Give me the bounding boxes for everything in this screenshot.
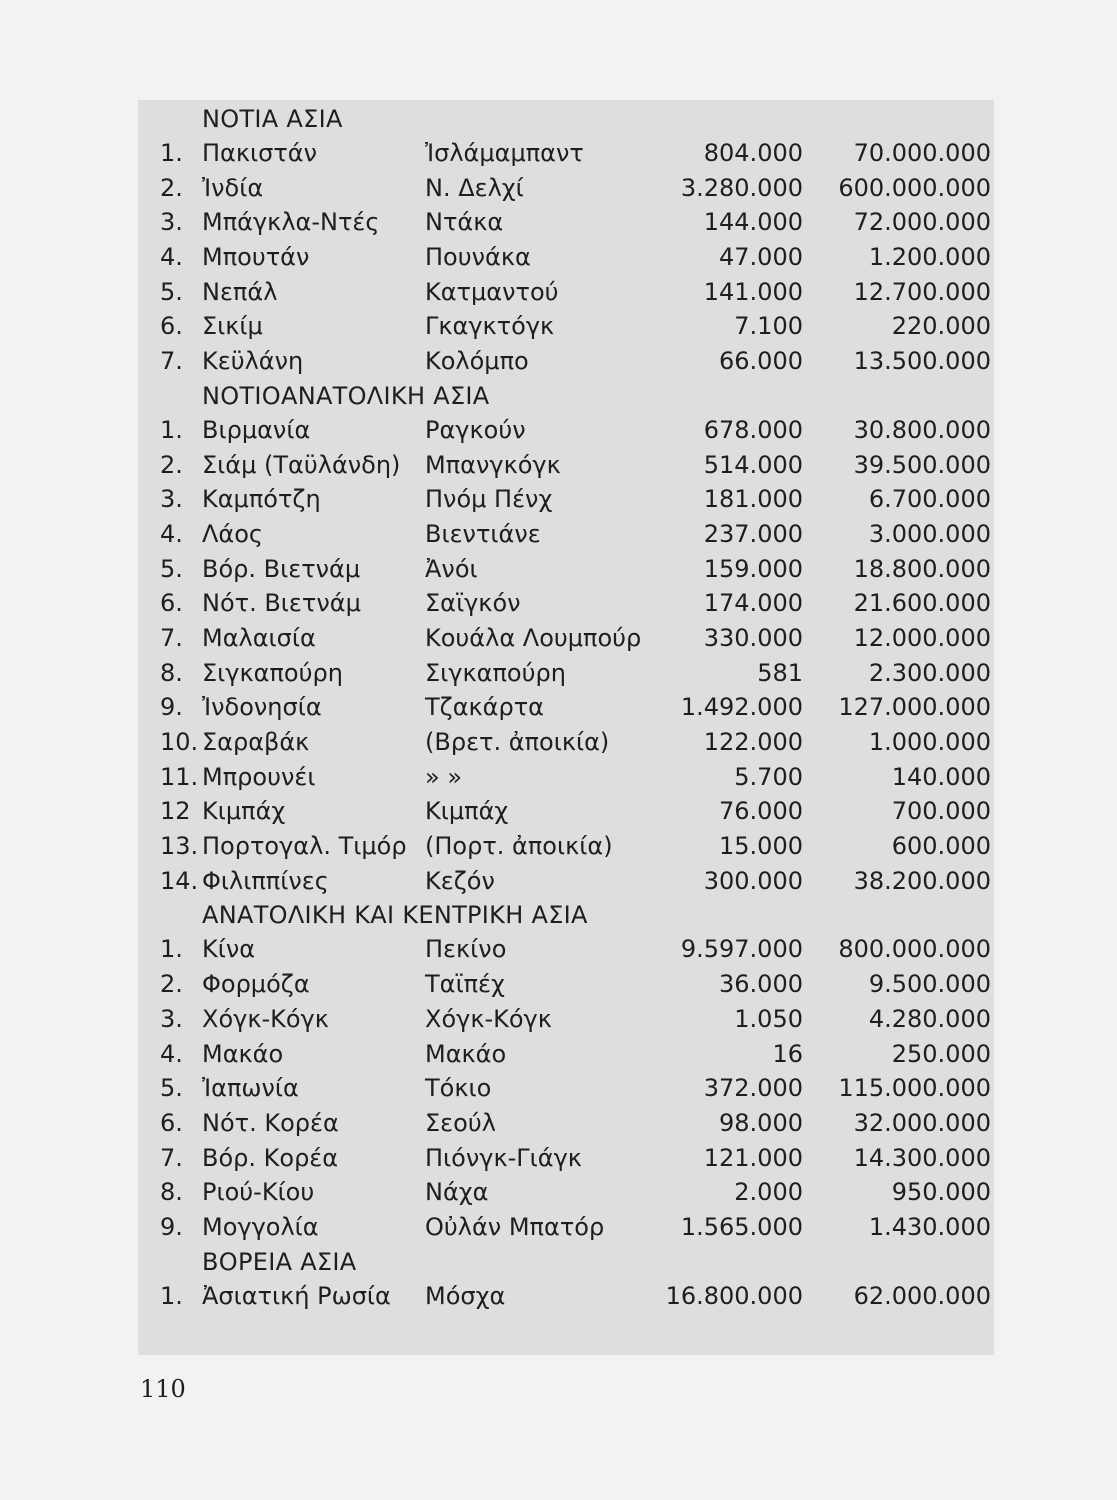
capital-name: (Πορτ. ἀποικία) (425, 832, 613, 861)
table-row (150, 482, 995, 517)
population-value: 12.000.000 (853, 623, 991, 652)
capital-name: Πνόμ Πένχ (425, 485, 553, 514)
page-number: 110 (140, 1375, 186, 1403)
country-name: Βόρ. Κορέα (202, 1143, 339, 1172)
row-number: 13. (160, 832, 199, 861)
area-value: 581 (757, 658, 803, 687)
capital-name: Χόγκ-Κόγκ (425, 1004, 552, 1033)
table-row (150, 586, 995, 621)
table-row (150, 967, 995, 1002)
area-value: 2.000 (734, 1178, 803, 1207)
row-number: 4. (160, 1039, 183, 1068)
table-row (150, 171, 995, 206)
population-value: 800.000.000 (838, 935, 991, 964)
population-value: 21.600.000 (853, 589, 991, 618)
country-name: Μογγολία (202, 1212, 319, 1241)
row-number: 5. (160, 277, 183, 306)
row-number: 1. (160, 139, 183, 167)
area-value: 159.000 (703, 554, 803, 583)
row-number: 9. (160, 1212, 183, 1241)
area-value: 16 (772, 1039, 803, 1068)
area-value: 141.000 (703, 277, 803, 306)
country-name: Λάος (202, 519, 264, 548)
area-value: 98.000 (719, 1108, 803, 1137)
table-row (150, 205, 995, 240)
capital-name: Πιόνγκ-Γιάγκ (425, 1143, 582, 1172)
capital-name: Ἰσλάμαμπαντ (425, 139, 584, 167)
area-value: 66.000 (719, 347, 803, 376)
row-number: 3. (160, 208, 183, 237)
row-number: 10. (160, 728, 199, 756)
section-title: ΝΟΤΙΟΑΝΑΤΟΛΙΚΗ ΑΣΙΑ (202, 381, 490, 410)
row-number: 5. (160, 554, 183, 583)
population-value: 4.280.000 (868, 1004, 991, 1033)
country-name: Μπάγκλα-Ντές (202, 208, 380, 237)
row-number: 7. (160, 1143, 183, 1172)
country-name: Κιμπάχ (202, 797, 286, 826)
country-name: Μακάο (202, 1039, 284, 1068)
population-value: 600.000.000 (838, 173, 991, 202)
row-number: 11. (160, 762, 199, 791)
area-value: 15.000 (719, 832, 803, 861)
country-name: Πορτογαλ. Τιμόρ (202, 832, 407, 861)
row-number: 3. (160, 485, 183, 514)
table-row (150, 413, 995, 448)
population-value: 1.200.000 (868, 243, 991, 272)
country-name: Νότ. Κορέα (202, 1108, 339, 1137)
area-value: 678.000 (703, 415, 803, 444)
capital-name: Κιμπάχ (425, 797, 509, 826)
table-row (150, 1071, 995, 1106)
row-number: 4. (160, 519, 183, 548)
row-number: 1. (160, 935, 183, 964)
table-row (150, 794, 995, 829)
table-row (150, 864, 995, 899)
row-number: 9. (160, 693, 183, 722)
area-value: 144.000 (703, 208, 803, 237)
population-value: 600.000 (891, 832, 991, 861)
country-name: Σικίμ (202, 312, 263, 341)
table-row (150, 1106, 995, 1141)
country-name: Ἰνδονησία (202, 693, 322, 722)
row-number: 8. (160, 1178, 183, 1207)
table-row (150, 621, 995, 656)
table-row (150, 136, 995, 171)
country-name: Πακιστάν (202, 139, 318, 167)
row-number: 2. (160, 970, 183, 999)
population-value: 1.430.000 (868, 1212, 991, 1241)
area-value: 174.000 (703, 589, 803, 618)
capital-name: Κατμαντού (425, 277, 559, 306)
area-value: 514.000 (703, 450, 803, 479)
row-number: 3. (160, 1004, 183, 1033)
capital-name: Μακάο (425, 1039, 507, 1068)
population-value: 140.000 (891, 762, 991, 791)
area-value: 122.000 (703, 728, 803, 756)
row-number: 6. (160, 312, 183, 341)
country-name: Σιγκαπούρη (202, 658, 343, 687)
capital-name: Πεκίνο (425, 935, 507, 964)
table-row (150, 309, 995, 344)
area-value: 7.100 (734, 312, 803, 341)
country-name: Νεπάλ (202, 277, 278, 306)
country-name: Σαραβάκ (202, 728, 310, 756)
area-value: 1.492.000 (680, 693, 803, 722)
population-value: 30.800.000 (853, 415, 991, 444)
table-row (150, 725, 995, 760)
area-value: 1.565.000 (680, 1212, 803, 1241)
table-row (150, 1279, 995, 1314)
table-row (150, 1002, 995, 1037)
capital-name: Μπανγκόγκ (425, 450, 561, 479)
area-value: 300.000 (703, 866, 803, 895)
table-row (150, 552, 995, 587)
population-value: 1.000.000 (868, 728, 991, 756)
section-title: ΑΝΑΤΟΛΙΚΗ ΚΑΙ ΚΕΝΤΡΙΚΗ ΑΣΙΑ (202, 901, 588, 930)
country-name: Μαλαισία (202, 623, 316, 652)
population-value: 9.500.000 (868, 970, 991, 999)
capital-name: Κολόμπο (425, 347, 529, 376)
area-value: 181.000 (703, 485, 803, 514)
capital-name: Σεούλ (425, 1108, 496, 1137)
country-name: Ριού-Κίου (202, 1178, 315, 1207)
country-name: Νότ. Βιετνάμ (202, 589, 361, 618)
capital-name: Σαϊγκόν (425, 589, 521, 618)
population-value: 72.000.000 (853, 208, 991, 237)
population-value: 220.000 (891, 312, 991, 341)
row-number: 8. (160, 658, 183, 687)
population-value: 115.000.000 (838, 1074, 991, 1103)
population-value: 127.000.000 (838, 693, 991, 722)
capital-name: Ν. Δελχί (425, 173, 524, 202)
area-value: 804.000 (703, 139, 803, 167)
capital-name: Μόσχα (425, 1281, 506, 1310)
row-number: 2. (160, 173, 183, 202)
country-name: Χόγκ-Κόγκ (202, 1004, 329, 1033)
table-row (150, 344, 995, 379)
country-name: Μπουτάν (202, 243, 310, 272)
population-value: 38.200.000 (853, 866, 991, 895)
table-row (150, 690, 995, 725)
area-value: 1.050 (734, 1004, 803, 1033)
table-row (150, 760, 995, 795)
row-number: 7. (160, 623, 183, 652)
population-value: 2.300.000 (868, 658, 991, 687)
capital-name: Ταϊπέχ (425, 970, 505, 999)
capital-name: Κεζόν (425, 866, 495, 895)
area-value: 76.000 (719, 797, 803, 826)
population-value: 6.700.000 (868, 485, 991, 514)
area-value: 36.000 (719, 970, 803, 999)
country-name: Σιάμ (Ταϋλάνδη) (202, 450, 401, 479)
table-row (150, 1037, 995, 1072)
population-value: 950.000 (891, 1178, 991, 1207)
country-name: Βόρ. Βιετνάμ (202, 554, 361, 583)
row-number: 7. (160, 347, 183, 376)
capital-name: Νάχα (425, 1178, 489, 1207)
row-number: 6. (160, 589, 183, 618)
area-value: 237.000 (703, 519, 803, 548)
area-value: 47.000 (719, 243, 803, 272)
table-row (150, 1210, 995, 1245)
capital-name: (Βρετ. ἀποικία) (425, 728, 610, 756)
table-row (150, 1141, 995, 1176)
row-number: 14. (160, 866, 199, 895)
capital-name: Οὐλάν Μπατόρ (425, 1212, 605, 1241)
country-name: Φιλιππίνες (202, 866, 329, 895)
capital-name: Τόκιο (425, 1074, 492, 1103)
table-row (150, 932, 995, 967)
table-row (150, 517, 995, 552)
section-title: ΒΟΡΕΙΑ ΑΣΙΑ (202, 1247, 357, 1276)
country-name: Μπρουνέι (202, 762, 316, 791)
capital-name: Πουνάκα (425, 243, 531, 272)
area-value: 16.800.000 (665, 1281, 803, 1310)
table-row (150, 275, 995, 310)
population-value: 700.000 (891, 797, 991, 826)
country-name: Κίνα (202, 935, 256, 964)
population-value: 12.700.000 (853, 277, 991, 306)
population-value: 32.000.000 (853, 1108, 991, 1137)
capital-name: Σιγκαπούρη (425, 658, 566, 687)
capital-name: Ντάκα (425, 208, 504, 237)
country-table (150, 102, 995, 1313)
row-number: 5. (160, 1074, 183, 1103)
country-name: Φορμόζα (202, 970, 310, 999)
section-title: ΝΟΤΙΑ ΑΣΙΑ (202, 105, 343, 133)
population-value: 39.500.000 (853, 450, 991, 479)
row-number: 4. (160, 243, 183, 272)
population-value: 250.000 (891, 1039, 991, 1068)
table-row (150, 656, 995, 691)
country-name: Ἀσιατική Ρωσία (202, 1281, 391, 1310)
population-value: 13.500.000 (853, 347, 991, 376)
country-name: Ἰνδία (202, 173, 264, 202)
area-value: 5.700 (734, 762, 803, 791)
capital-name: Ραγκούν (425, 415, 526, 444)
row-number: 12 (160, 797, 191, 826)
area-value: 3.280.000 (680, 173, 803, 202)
capital-name: Τζακάρτα (425, 693, 545, 722)
population-value: 3.000.000 (868, 519, 991, 548)
table-row (150, 1175, 995, 1210)
area-value: 372.000 (703, 1074, 803, 1103)
table-row (150, 448, 995, 483)
table-row (150, 240, 995, 275)
capital-name: Ἀνόι (425, 554, 478, 583)
capital-name: Γκαγκτόγκ (425, 312, 555, 341)
population-value: 18.800.000 (853, 554, 991, 583)
area-value: 9.597.000 (680, 935, 803, 964)
country-name: Ἰαπωνία (202, 1074, 299, 1103)
row-number: 1. (160, 415, 183, 444)
capital-name: Βιεντιάνε (425, 519, 541, 548)
population-value: 70.000.000 (853, 139, 991, 167)
capital-name: » » (425, 762, 462, 791)
row-number: 6. (160, 1108, 183, 1137)
country-name: Κεϋλάνη (202, 347, 304, 376)
table-row (150, 829, 995, 864)
row-number: 1. (160, 1281, 183, 1310)
population-value: 62.000.000 (853, 1281, 991, 1310)
capital-name: Κουάλα Λουμπούρ (425, 623, 642, 652)
area-value: 330.000 (703, 623, 803, 652)
country-name: Βιρμανία (202, 415, 311, 444)
country-name: Καμπότζη (202, 485, 321, 514)
row-number: 2. (160, 450, 183, 479)
area-value: 121.000 (703, 1143, 803, 1172)
population-value: 14.300.000 (853, 1143, 991, 1172)
